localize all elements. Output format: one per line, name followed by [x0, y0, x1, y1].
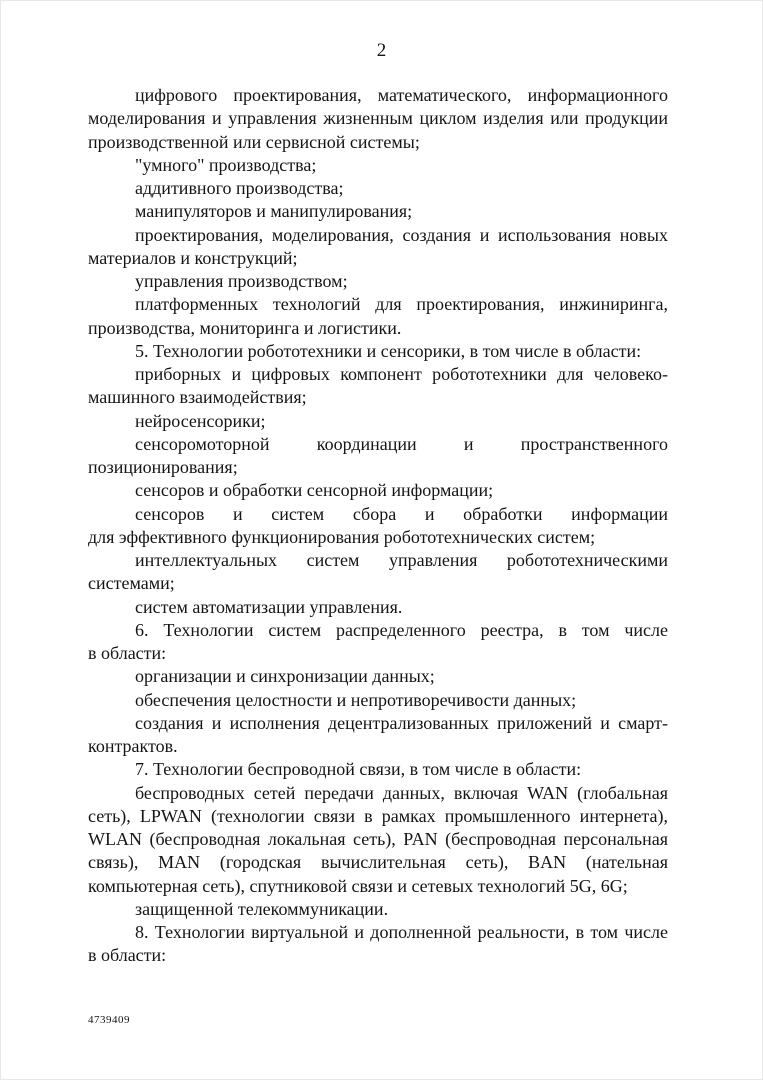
text-line: WLAN (беспроводная локальная сеть), PAN (беспроводная персональная — [88, 829, 668, 849]
text-line: в области: — [88, 643, 167, 663]
paragraph — [88, 293, 668, 340]
paragraph — [88, 549, 668, 596]
text-line: 6. Технологии систем распределенного реестра, в том числе — [135, 619, 668, 640]
text-line: организации и синхронизации данных; — [135, 666, 435, 687]
text-line: сенсоров и обработки сенсорной информации; — [135, 480, 494, 501]
text-line: позиционирования; — [88, 457, 238, 477]
paragraph — [88, 503, 668, 550]
text-line: машинного взаимодействия; — [88, 387, 307, 408]
text-line: 5. Технологии робототехники и сенсорики, в том числе в области: — [135, 340, 642, 361]
text-line: 7. Технологии беспроводной связи, в том числе в области: — [135, 759, 582, 780]
paragraph — [88, 898, 668, 921]
paragraph — [88, 433, 668, 480]
paragraph — [88, 782, 668, 898]
text-line: компьютерная сеть), спутниковой связи и сетевых технологий 5G, 6G; — [88, 875, 628, 896]
paragraph — [88, 84, 668, 154]
paragraph — [88, 712, 668, 759]
text-line: управления производством; — [135, 271, 348, 291]
text-line: сеть), LPWAN (технологии связи в рамках промышленного интернета), — [88, 805, 668, 826]
text-line: связь), MAN (городская вычислительная сеть), BAN (нательная — [88, 852, 668, 873]
text-line: системами; — [88, 573, 175, 594]
text-line: сенсоров и систем сбора и обработки информации — [135, 503, 668, 524]
paragraph — [88, 410, 668, 433]
text-line: создания и исполнения децентрализованных приложений и смарт- — [135, 712, 668, 733]
text-line: цифрового проектирования, математического, информационного — [135, 85, 668, 105]
text-line: приборных и цифровых компонент робототехники для человеко- — [135, 364, 668, 384]
text-line: проектирования, моделирования, создания и использования новых — [135, 224, 668, 245]
text-line: в области: — [88, 945, 167, 966]
paragraph — [88, 224, 668, 271]
paragraph — [88, 200, 668, 223]
paragraph — [88, 921, 668, 968]
text-line: аддитивного производства; — [135, 178, 344, 198]
text-line: производства, мониторинга и логистики. — [88, 317, 402, 338]
paragraph — [88, 177, 668, 200]
paragraph — [88, 270, 668, 293]
paragraph — [88, 340, 668, 363]
footer-code: 4739409 — [88, 1014, 130, 1026]
page-number: 2 — [376, 40, 387, 61]
paragraph — [88, 619, 668, 666]
paragraph — [88, 596, 668, 619]
text-line: защищенной телекоммуникации. — [135, 898, 389, 919]
paragraph — [88, 154, 668, 177]
text-line: производственной или сервисной системы; — [88, 131, 420, 152]
text-line: нейросенсорики; — [135, 410, 266, 431]
paragraph — [88, 689, 668, 712]
text-line: 8. Технологии виртуальной и дополненной реальности, в том числе — [135, 922, 668, 942]
text-line: сенсоромоторной координации и пространственного — [135, 433, 668, 454]
text-line: "умного" производства; — [135, 154, 317, 175]
text-line: контрактов. — [88, 736, 178, 756]
paragraph — [88, 479, 668, 502]
document-body — [88, 84, 668, 968]
text-line: платформенных технологий для проектирования, инжиниринга, — [135, 294, 668, 315]
text-line: манипуляторов и манипулирования; — [135, 201, 413, 222]
text-line: беспроводных сетей передачи данных, включая WAN (глобальная — [135, 782, 668, 803]
text-line: обеспечения целостности и непротиворечивости данных; — [135, 689, 577, 710]
paragraph — [88, 758, 668, 781]
paragraph — [88, 665, 668, 688]
text-line: для эффективного функционирования робототехнических систем; — [88, 526, 596, 547]
text-line: систем автоматизации управления. — [135, 596, 403, 617]
paragraph — [88, 363, 668, 410]
text-line: материалов и конструкций; — [88, 247, 298, 268]
text-line: интеллектуальных систем управления робототехническими — [135, 550, 668, 570]
text-line: моделирования и управления жизненным циклом изделия или продукции — [88, 108, 668, 129]
